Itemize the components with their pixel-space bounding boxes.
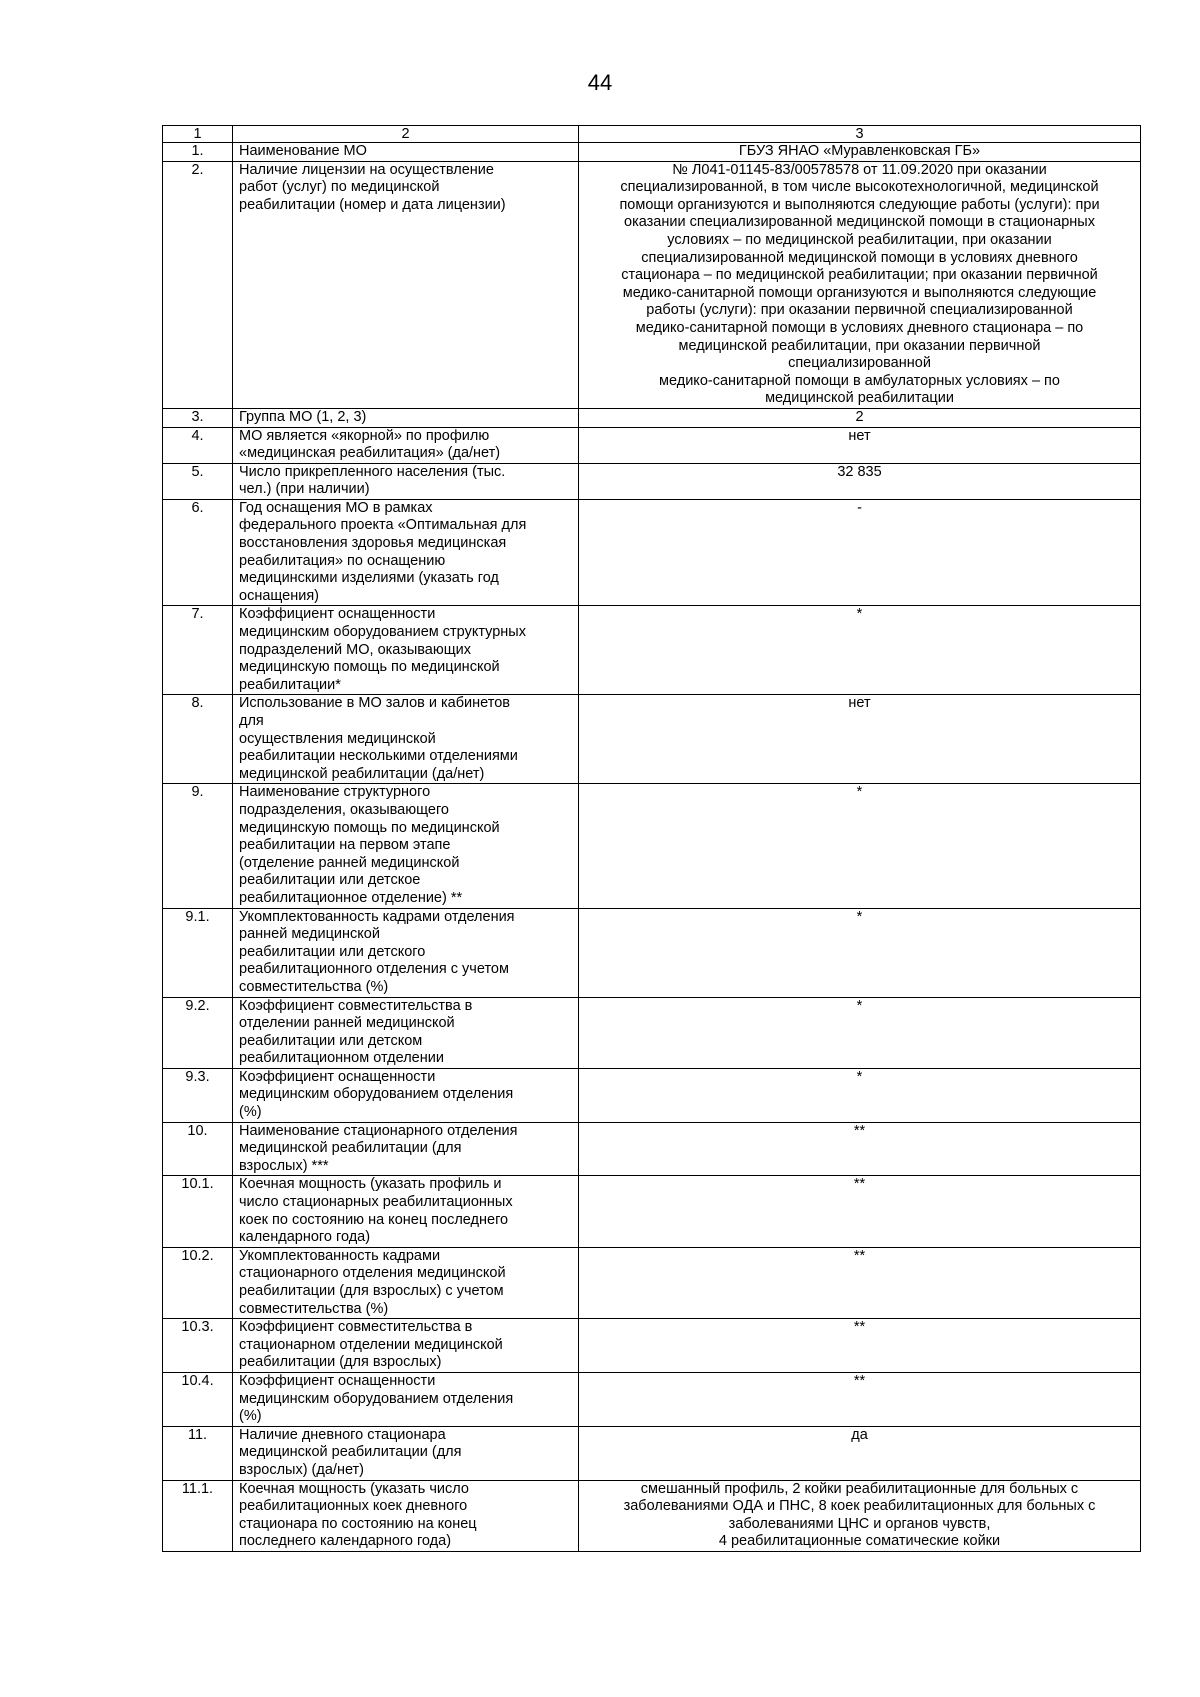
page-number: 44 bbox=[587, 70, 613, 95]
row-number: 11.1. bbox=[163, 1480, 233, 1551]
row-number: 2. bbox=[163, 161, 233, 408]
row-value: № Л041-01145-83/00578578 от 11.09.2020 при оказании специализированной, в том числе высокотехнологичной, медицинской помощи организуются и выполняются следующие работы (услуги): при оказании специализированной медицинской помощи в стационарных условиях – по медицинской реабилитации, при оказании специализированной медицинской помощи в условиях дневного стационара – по медицинской реабилитации; при оказании первичной медико-санитарной помощи организуются и выполняются следующие работы (услуги): при оказании первичной специализированной медико-санитарной помощи в условиях дневного стационара – по медицинской реабилитации, при оказании первичной специализированной медико-санитарной помощи в амбулаторных условиях – по медицинской реабилитации bbox=[579, 161, 1141, 408]
table-row bbox=[163, 1480, 1141, 1551]
table-row bbox=[163, 143, 1141, 162]
row-number: 4. bbox=[163, 427, 233, 463]
row-number: 9. bbox=[163, 784, 233, 908]
table-row bbox=[163, 1372, 1141, 1426]
row-value: * bbox=[579, 997, 1141, 1068]
table-row bbox=[163, 1247, 1141, 1318]
row-value: * bbox=[579, 1068, 1141, 1122]
table-row bbox=[163, 784, 1141, 908]
row-label: Коечная мощность (указать число реабилитационных коек дневного стационара по состоянию на конец последнего календарного года) bbox=[233, 1480, 579, 1551]
row-number: 10.4. bbox=[163, 1372, 233, 1426]
row-number: 9.2. bbox=[163, 997, 233, 1068]
row-value: - bbox=[579, 499, 1141, 606]
column-number-3: 3 bbox=[579, 126, 1141, 143]
row-number: 7. bbox=[163, 606, 233, 695]
table-row bbox=[163, 997, 1141, 1068]
table-row bbox=[163, 161, 1141, 408]
row-label: Коэффициент совместительства в отделении ранней медицинской реабилитации или детском реабилитационном отделении bbox=[233, 997, 579, 1068]
row-number: 5. bbox=[163, 463, 233, 499]
row-label: Коечная мощность (указать профиль и число стационарных реабилитационных коек по состоянию на конец последнего календарного года) bbox=[233, 1176, 579, 1247]
row-label: Группа МО (1, 2, 3) bbox=[233, 408, 579, 427]
table-row bbox=[163, 1426, 1141, 1480]
row-value: ** bbox=[579, 1247, 1141, 1318]
row-value: смешанный профиль, 2 койки реабилитационные для больных с заболеваниями ОДА и ПНС, 8 коек реабилитационных для больных с заболеваниями ЦНС и органов чувств, 4 реабилитационные соматические койки bbox=[579, 1480, 1141, 1551]
row-value: ** bbox=[579, 1176, 1141, 1247]
row-number: 10.3. bbox=[163, 1319, 233, 1373]
row-number: 6. bbox=[163, 499, 233, 606]
row-label: Коэффициент оснащенности медицинским оборудованием отделения (%) bbox=[233, 1372, 579, 1426]
row-number: 10. bbox=[163, 1122, 233, 1176]
row-number: 9.3. bbox=[163, 1068, 233, 1122]
table-row bbox=[163, 427, 1141, 463]
row-number: 9.1. bbox=[163, 908, 233, 997]
table-row bbox=[163, 1176, 1141, 1247]
row-label: Коэффициент оснащенности медицинским оборудованием отделения (%) bbox=[233, 1068, 579, 1122]
table-row bbox=[163, 908, 1141, 997]
row-value: ** bbox=[579, 1372, 1141, 1426]
row-label: Наличие лицензии на осуществление работ (услуг) по медицинской реабилитации (номер и дата лицензии) bbox=[233, 161, 579, 408]
row-label: Укомплектованность кадрами отделения ранней медицинской реабилитации или детского реабилитационного отделения с учетом совместительства (%) bbox=[233, 908, 579, 997]
row-label: Наименование стационарного отделения медицинской реабилитации (для взрослых) *** bbox=[233, 1122, 579, 1176]
row-number: 1. bbox=[163, 143, 233, 162]
row-value: да bbox=[579, 1426, 1141, 1480]
row-number: 3. bbox=[163, 408, 233, 427]
row-label: Наличие дневного стационара медицинской реабилитации (для взрослых) (да/нет) bbox=[233, 1426, 579, 1480]
row-number: 10.1. bbox=[163, 1176, 233, 1247]
row-value: * bbox=[579, 908, 1141, 997]
table-row bbox=[163, 1068, 1141, 1122]
rehabilitation-info-table bbox=[162, 125, 1141, 1552]
column-number-2: 2 bbox=[233, 126, 579, 143]
row-number: 11. bbox=[163, 1426, 233, 1480]
row-value: * bbox=[579, 606, 1141, 695]
row-label: МО является «якорной» по профилю «медицинская реабилитация» (да/нет) bbox=[233, 427, 579, 463]
row-value: * bbox=[579, 784, 1141, 908]
row-value: нет bbox=[579, 695, 1141, 784]
row-value: 32 835 bbox=[579, 463, 1141, 499]
row-label: Использование в МО залов и кабинетов для осуществления медицинской реабилитации несколькими отделениями медицинской реабилитации (да/нет) bbox=[233, 695, 579, 784]
row-label: Коэффициент совместительства в стационарном отделении медицинской реабилитации (для взрослых) bbox=[233, 1319, 579, 1373]
row-value: ГБУЗ ЯНАО «Муравленковская ГБ» bbox=[579, 143, 1141, 162]
row-label: Наименование МО bbox=[233, 143, 579, 162]
row-number: 10.2. bbox=[163, 1247, 233, 1318]
row-label: Коэффициент оснащенности медицинским оборудованием структурных подразделений МО, оказывающих медицинскую помощь по медицинской реабилитации* bbox=[233, 606, 579, 695]
table-row bbox=[163, 606, 1141, 695]
table-row bbox=[163, 499, 1141, 606]
row-number: 8. bbox=[163, 695, 233, 784]
table-row bbox=[163, 695, 1141, 784]
table-row bbox=[163, 463, 1141, 499]
table-row bbox=[163, 408, 1141, 427]
row-value: нет bbox=[579, 427, 1141, 463]
row-label: Наименование структурного подразделения, оказывающего медицинскую помощь по медицинской реабилитации на первом этапе (отделение ранней медицинской реабилитации или детское реабилитационное отделение) ** bbox=[233, 784, 579, 908]
row-label: Укомплектованность кадрами стационарного отделения медицинской реабилитации (для взрослых) с учетом совместительства (%) bbox=[233, 1247, 579, 1318]
column-number-1: 1 bbox=[163, 126, 233, 143]
table-row bbox=[163, 1319, 1141, 1373]
row-value: ** bbox=[579, 1122, 1141, 1176]
row-value: ** bbox=[579, 1319, 1141, 1373]
row-label: Число прикрепленного населения (тыс. чел.) (при наличии) bbox=[233, 463, 579, 499]
table-row bbox=[163, 1122, 1141, 1176]
column-number-row bbox=[163, 126, 1141, 143]
row-value: 2 bbox=[579, 408, 1141, 427]
row-label: Год оснащения МО в рамках федерального проекта «Оптимальная для восстановления здоровья медицинская реабилитация» по оснащению медицинскими изделиями (указать год оснащения) bbox=[233, 499, 579, 606]
